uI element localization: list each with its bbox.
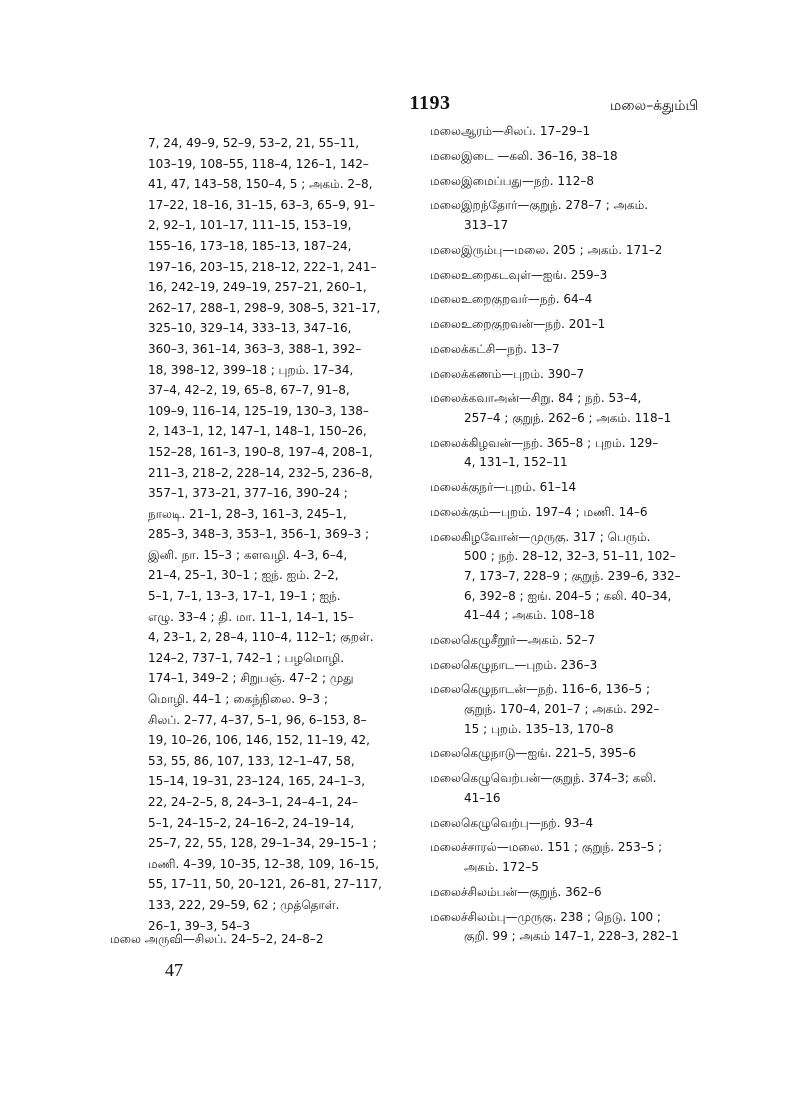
right-column (430, 122, 775, 952)
text-line: மொழி. 44–1 ; கைந்நிலை. 9–3 ; (148, 692, 329, 707)
text-line: 53, 55, 86, 107, 133, 12–1–47, 58, (148, 753, 355, 768)
entry-line: மலைகெழுவெற்பு—நற். 93–4 (430, 815, 594, 830)
headword-entry (430, 365, 775, 385)
headword-entry (430, 631, 775, 651)
headword-entry (430, 744, 775, 764)
headword-entry (430, 656, 775, 676)
text-line: 16, 242–19, 249–19, 257–21, 260–1, (148, 280, 367, 295)
entry-line: மலைச்சிலம்பன்—குறுந். 362–6 (430, 884, 602, 899)
left-column (148, 133, 410, 936)
entry-line: 7, 173–7, 228–9 ; குறுந். 239–6, 332– (464, 568, 681, 583)
text-line: இனி. நா. 15–3 ; களவழி. 4–3, 6–4, (148, 547, 348, 562)
headword-entry (430, 172, 775, 192)
entry-line: மலைகெழுசீறூர்—அகம். 52–7 (430, 632, 596, 647)
text-line: 103–19, 108–55, 118–4, 126–1, 142– (148, 156, 369, 171)
headword-entry (430, 122, 775, 142)
text-line: 174–1, 349–2 ; சிறுபஞ். 47–2 ; முது (148, 671, 354, 686)
entry-line: மலைஉறைகடவுள்—ஐங். 259–3 (430, 267, 608, 282)
text-line: 41, 47, 143–58, 150–4, 5 ; அகம். 2–8, (148, 177, 373, 192)
text-line: 25–7, 22, 55, 128, 29–1–34, 29–15–1 ; (148, 836, 377, 851)
text-line: 15–14, 19–31, 23–124, 165, 24–1–3, (148, 774, 366, 789)
entry-line: மலைகிழவோன்—முருகு. 317 ; பெரும். (430, 529, 651, 544)
text-line: 325–10, 329–14, 333–13, 347–16, (148, 321, 352, 336)
text-line: 2, 92–1, 101–17, 111–15, 153–19, (148, 218, 352, 233)
text-line: 22, 24–2–5, 8, 24–3–1, 24–4–1, 24– (148, 795, 358, 809)
entry-line: மலைஇடை —கலி. 36–16, 38–18 (430, 148, 618, 163)
entry-line: 6, 392–8 ; ஐங். 204–5 ; கலி. 40–34, (464, 588, 672, 603)
entry-line: 500 ; நற். 28–12, 32–3, 51–11, 102– (464, 549, 676, 564)
text-line: 4, 23–1, 2, 28–4, 110–4, 112–1; குறள். (148, 630, 374, 645)
entry-line: மலைக்கணம்—புறம். 390–7 (430, 366, 585, 381)
text-line: 285–3, 348–3, 353–1, 356–1, 369–3 ; (148, 527, 370, 542)
headword-entry (430, 680, 775, 739)
running-head: மலை–க்தும்பி (610, 98, 699, 114)
entry-line: மலைஆரம்—சிலப். 17–29–1 (430, 124, 591, 138)
text-line: 26–1, 39–3, 54–3 (148, 918, 250, 933)
entry-line: மலைக்கிழவன்—நற். 365–8 ; புறம். 129– (430, 435, 659, 450)
headword-entry (430, 196, 775, 235)
headword-entry: மலை அருவி—சிலப். 24–5–2, 24–8–2 (110, 932, 324, 946)
headword-entry (430, 147, 775, 167)
text-line: மணி. 4–39, 10–35, 12–38, 109, 16–15, (148, 856, 379, 871)
entry-line: மலைகெழுநாட—புறம். 236–3 (430, 657, 598, 672)
headword-entry (430, 769, 775, 808)
entry-line: மலைச்சாரல்—மலை. 151 ; குறுந். 253–5 ; (430, 840, 663, 855)
entry-line: மலைகெழுநாடு—ஐங். 221–5, 395–6 (430, 746, 636, 761)
headword-entry (430, 315, 775, 335)
text-line: 2, 143–1, 12, 147–1, 148–1, 150–26, (148, 424, 367, 439)
text-line: 211–3, 218–2, 228–14, 232–5, 236–8, (148, 465, 373, 480)
entry-line: மலைகெழுநாடன்—நற். 116–6, 136–5 ; (430, 682, 651, 697)
headword-entry (430, 814, 775, 834)
text-line: 133, 222, 29–59, 62 ; முத்தொள். (148, 897, 340, 912)
headword-entry (430, 290, 775, 310)
entry-line: மலைகெழுவெற்பன்—குறுந். 374–3; கலி. (430, 771, 657, 786)
signature-number: 47 (165, 960, 183, 980)
entry-line: மலைக்கும்—புறம். 197–4 ; மணி. 14–6 (430, 504, 648, 519)
entry-line: மலைஇறந்தோர்—குறுந். 278–7 ; அகம். (430, 198, 649, 213)
entry-line: மலைஉறைகுறவன்—நற். 201–1 (430, 317, 606, 332)
text-line: 360–3, 361–14, 363–3, 388–1, 392– (148, 341, 362, 356)
text-line: 18, 398–12, 399–18 ; புறம். 17–34, (148, 362, 354, 377)
headword-entry (430, 838, 775, 877)
text-line: எழு. 33–4 ; தி. மா. 11–1, 14–1, 15– (148, 609, 354, 624)
entry-line: மலைக்கவாஅன்—சிறு. 84 ; நற். 53–4, (430, 391, 642, 406)
page-number: 1193 (409, 92, 451, 114)
entry-line: மலைச்சிலம்பு—முருகு. 238 ; நெடு. 100 ; (430, 909, 661, 924)
text-line: 7, 24, 49–9, 52–9, 53–2, 21, 55–11, (148, 136, 360, 150)
headword-entry (430, 340, 775, 360)
entry-line: 41–16 (464, 790, 501, 805)
text-line: 19, 10–26, 106, 146, 152, 11–19, 42, (148, 733, 370, 748)
entry-line: 41–44 ; அகம். 108–18 (464, 608, 595, 623)
entry-line: 4, 131–1, 152–11 (464, 455, 568, 470)
entry-line: மலைஉறைகுறவர்—நற். 64–4 (430, 292, 593, 307)
text-line: 357–1, 373–21, 377–16, 390–24 ; (148, 486, 348, 501)
text-line: 37–4, 42–2, 19, 65–8, 67–7, 91–8, (148, 383, 350, 398)
headword-entry (430, 266, 775, 286)
text-line: 5–1, 24–15–2, 24–16–2, 24–19–14, (148, 815, 355, 830)
entry-line: குறி. 99 ; அகம் 147–1, 228–3, 282–1 (464, 929, 679, 944)
entry-line: மலைஇமைப்பது—நற். 112–8 (430, 173, 594, 188)
text-line: 21–4, 25–1, 30–1 ; ஐந். ஐம். 2–2, (148, 568, 339, 583)
text-line: 109–9, 116–14, 125–19, 130–3, 138– (148, 403, 369, 418)
text-line: நாலடி. 21–1, 28–3, 161–3, 245–1, (148, 506, 347, 521)
entry-line: மலைஇரும்பு—மலை. 205 ; அகம். 171–2 (430, 242, 663, 257)
text-line: சிலப். 2–77, 4–37, 5–1, 96, 6–153, 8– (148, 712, 367, 727)
text-line: 197–16, 203–15, 218–12, 222–1, 241– (148, 259, 377, 274)
entry-line: குறுந். 170–4, 201–7 ; அகம். 292– (464, 702, 660, 717)
entry-line: அகம். 172–5 (464, 859, 539, 874)
headword-entry (430, 389, 775, 428)
headword-entry (430, 908, 775, 947)
text-line: 5–1, 7–1, 13–3, 17–1, 19–1 ; ஐந். (148, 589, 341, 604)
entry-line: 15 ; புறம். 135–13, 170–8 (464, 721, 614, 736)
text-line: 152–28, 161–3, 190–8, 197–4, 208–1, (148, 444, 373, 459)
text-line: 17–22, 18–16, 31–15, 63–3, 65–9, 91– (148, 197, 375, 212)
headword-entry (430, 883, 775, 903)
text-line: 262–17, 288–1, 298–9, 308–5, 321–17, (148, 300, 381, 315)
headword-entry (430, 528, 775, 626)
headword-entry (430, 503, 775, 523)
headword-entry (430, 478, 775, 498)
entry-line: 257–4 ; குறுந். 262–6 ; அகம். 118–1 (464, 411, 672, 425)
entry-line: மலைக்கட்சி—நற். 13–7 (430, 341, 560, 356)
entry-line: 313–17 (464, 217, 509, 232)
text-line: 55, 17–11, 50, 20–121, 26–81, 27–117, (148, 877, 382, 892)
text-line: 155–16, 173–18, 185–13, 187–24, (148, 238, 352, 253)
headword-entry (430, 434, 775, 473)
entry-line: மலைக்குநர்—புறம். 61–14 (430, 480, 577, 495)
text-line: 124–2, 737–1, 742–1 ; பழமொழி. (148, 650, 345, 665)
headword-entry (430, 241, 775, 261)
